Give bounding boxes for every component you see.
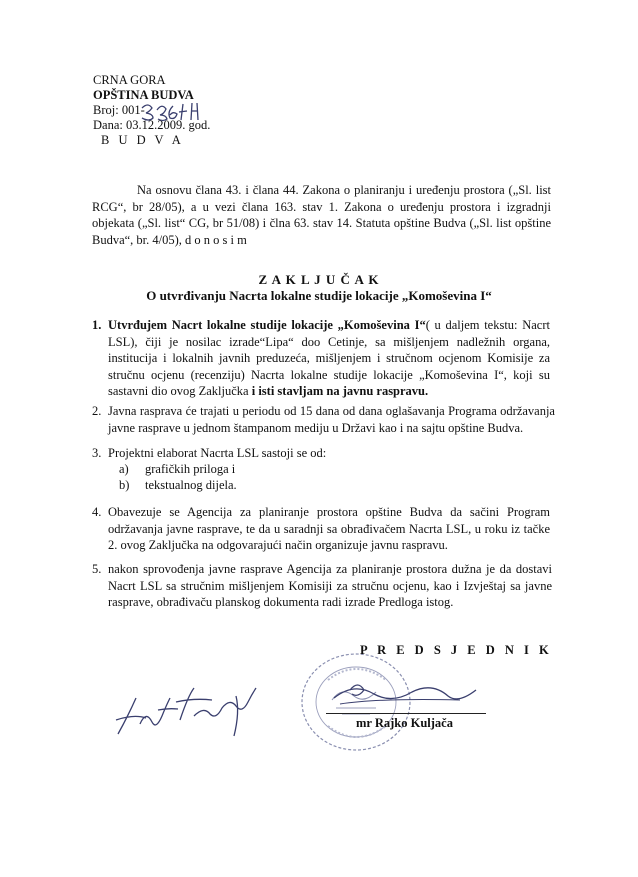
president-signature (330, 676, 480, 712)
item5-text: nakon sprovođenja javne rasprave Agencija za planiranje prostora dužna je da dostavi Nacrt LSL sa stručnim mišljenjem Komisiji za stručnu ocjenu, kao i Izvještaj sa javne rasprave, obrađivaču planskog dokumenta radi izrade Predloga istog. (108, 562, 552, 609)
handwritten-registration-number (139, 100, 219, 122)
document-subtitle: O utvrđivanju Nacrta lokalne studije lokacije „Komoševina I“ (146, 288, 492, 303)
item-number: 5. (92, 562, 102, 576)
list-item-3 (92, 445, 555, 462)
intro-paragraph: Na osnovu člana 43. i člana 44. Zakona o planiranju i uređenju prostora („Sl. list RCG“, br 28/05), a u vezi člana 163. stav 1. Zakona o uređenju prostora i izgradnji objekata („Sl. list“ CG, br 51/08) i člna 63. stav 14. Statuta opštine Budva („Sl. list opštine Budva“, br. 4/05), d o n o s i m (92, 183, 551, 247)
country-name: CRNA GORA (93, 73, 166, 87)
document-title: Z A K L J U Č A K (258, 272, 380, 287)
item3-text: Projektni elaborat Nacrta LSL sastoji se od: (108, 446, 327, 460)
handwritten-signature (110, 680, 260, 740)
item-number: 2. (92, 404, 102, 418)
item-number: 1. (92, 318, 102, 332)
document-number: Broj: 001- (93, 103, 145, 117)
sub-item-letter: b) (119, 478, 130, 492)
list-item-1 (92, 317, 550, 400)
sub-item-b (119, 477, 237, 494)
list-item-5 (92, 561, 552, 611)
item-number: 3. (92, 446, 102, 460)
list-item-2 (92, 403, 555, 436)
sub-item-a (119, 461, 235, 478)
municipality-name: OPŠTINA BUDVA (93, 88, 194, 102)
signatory-name: mr Rajko Kuljača (356, 716, 453, 730)
signatory-title: P R E D S J E D N I K (360, 643, 553, 657)
signature-line (326, 713, 486, 714)
item4-text: Obavezuje se Agencija za planiranje prostora opštine Budva da sačini Program održavanja javne rasprave, te da u saradnji sa obrađivačem Nacrta LSL, u roku iz tačke 2. ovog Zaključka na odgovarajući način organizuje javnu raspravu. (108, 505, 550, 552)
item1-bold-start: Utvrđujem Nacrt lokalne studije lokacije „Komoševina I“ (108, 318, 426, 332)
item1-bold-end: i isti stavljam na javnu raspravu. (251, 384, 429, 398)
list-item-4 (92, 504, 550, 554)
item-number: 4. (92, 505, 102, 519)
item2-text: Javna rasprava će trajati u periodu od 15 dana od dana oglašavanja Programa održavanja javne rasprave u jednom štampanom mediju u Državi kao i na sajtu opštine Budva. (108, 404, 555, 435)
item1-text: ( u daljem tekstu: Nacrt LSL), čiji je nosilac izrade“Lipa“ doo Cetinje, sa mišljenjem nadležnih organa, institucija i lokalnih javnih preduzeća, mišljenjem i stručnom ocjenom Komisije za stručnu ocjenu (recenziju) Nacrta lokalne studije lokacije „Komoševina I“, koji su sastavni dio ovog Zaključka (108, 318, 550, 398)
sub-item-letter: a) (119, 462, 129, 476)
sub-item-text: tekstualnog dijela. (145, 478, 237, 492)
sub-item-text: grafičkih priloga i (145, 462, 236, 476)
city-name: B U D V A (101, 133, 184, 147)
document-date: Dana: 03.12.2009. god. (93, 118, 211, 132)
